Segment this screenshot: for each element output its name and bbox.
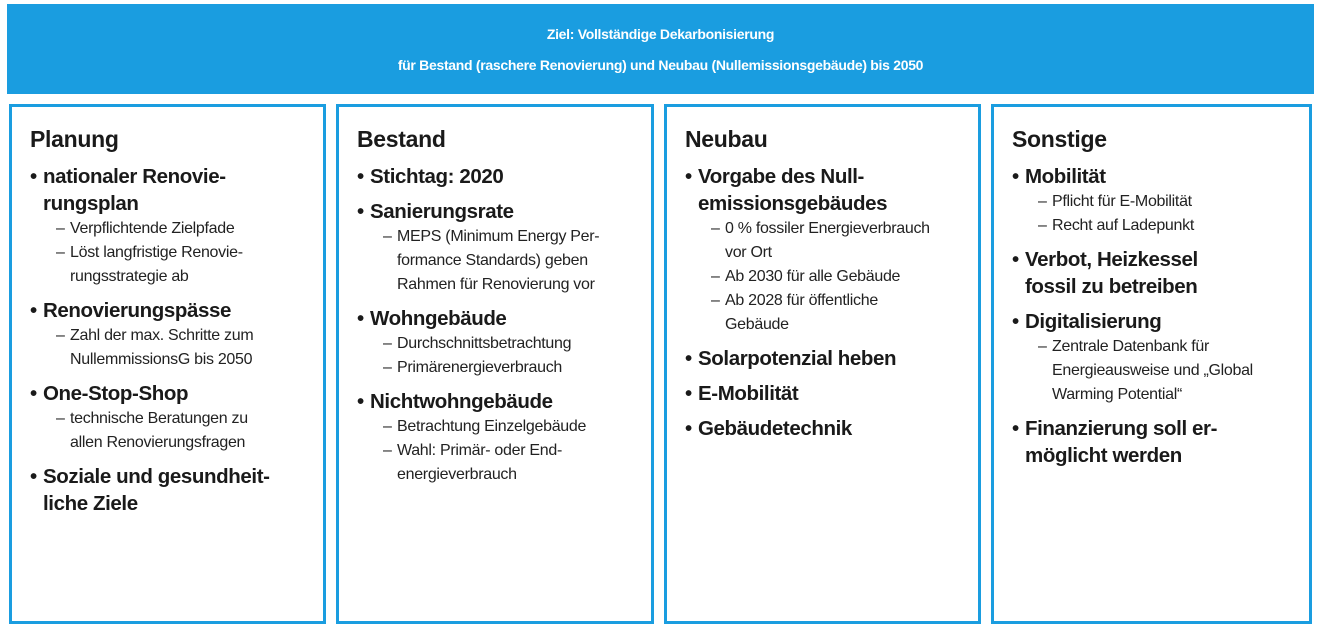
bullet-heading [1012, 246, 1299, 300]
sub-item-text: Recht auf Ladepunkt [1052, 217, 1194, 234]
sub-item-text: Durchschnittsbetrachtung [397, 335, 572, 352]
bullet-item [357, 305, 641, 380]
bullet-label: Gebäudetechnik [698, 417, 852, 440]
bullet-heading [1012, 163, 1299, 190]
bullet-heading [357, 163, 641, 190]
dash-icon: – [711, 292, 720, 309]
dash-icon: – [711, 268, 720, 285]
sub-item [56, 407, 313, 455]
bullet-dot-icon: • [30, 465, 37, 488]
bullet-label: Finanzierung soll er- möglicht werden [1025, 417, 1218, 467]
dash-icon: – [383, 418, 392, 435]
dash-icon: – [56, 410, 65, 427]
sub-item [383, 439, 641, 487]
bullet-item [357, 198, 641, 297]
column-planung [9, 104, 326, 624]
bullet-label: Digitalisierung [1025, 310, 1162, 333]
bullet-dot-icon: • [30, 299, 37, 322]
bullet-label: nationaler Renovie- rungsplan [43, 165, 226, 215]
bullet-item [30, 380, 313, 455]
bullet-dot-icon: • [357, 165, 364, 188]
dash-icon: – [56, 244, 65, 261]
bullet-item [1012, 308, 1299, 407]
bullet-label: Solarpotenzial heben [698, 347, 897, 370]
sub-item-text: Betrachtung Einzelgebäude [397, 418, 587, 435]
sub-item-text: Löst langfristige Renovie- rungsstrategie ab [70, 244, 243, 285]
bullet-heading [685, 163, 968, 217]
dash-icon: – [56, 327, 65, 344]
column-sonstige [991, 104, 1312, 624]
bullet-label: Verbot, Heizkessel fossil zu betreiben [1025, 248, 1198, 298]
sub-item-text: 0 % fossiler Energieverbrauch vor Ort [725, 220, 930, 261]
sub-item [1038, 335, 1299, 407]
title-line-2: für Bestand (raschere Renovierung) und Neubau (Nullemissionsgebäude) bis 2050 [397, 57, 924, 73]
column-neubau [664, 104, 981, 624]
column-title: Planung [30, 126, 119, 152]
dash-icon: – [383, 442, 392, 459]
bullet-dot-icon: • [1012, 165, 1019, 188]
bullet-item [1012, 246, 1299, 300]
sub-item-text: Ab 2030 für alle Gebäude [725, 268, 901, 285]
dash-icon: – [1038, 217, 1047, 234]
dash-icon: – [383, 228, 392, 245]
sub-item [711, 289, 968, 337]
column-title: Bestand [357, 126, 446, 152]
sub-item [1038, 214, 1299, 238]
dash-icon: – [711, 220, 720, 237]
bullet-item [685, 380, 968, 407]
bullet-item [30, 163, 313, 289]
bullet-dot-icon: • [685, 382, 692, 405]
bullet-item [30, 463, 313, 517]
sub-item-text: Wahl: Primär- oder End- energieverbrauch [397, 442, 562, 483]
bullet-dot-icon: • [357, 390, 364, 413]
bullet-label: Stichtag: 2020 [370, 165, 504, 188]
bullet-item [1012, 163, 1299, 238]
sub-item [711, 217, 968, 265]
dash-icon: – [56, 220, 65, 237]
bullet-label: Mobilität [1025, 165, 1106, 188]
title-line-1: Ziel: Vollständige Dekarbonisierung [546, 26, 775, 42]
sub-item [383, 225, 641, 297]
sub-item-text: technische Beratungen zu allen Renovierungsfragen [70, 410, 248, 451]
bullet-item [357, 163, 641, 190]
bullet-label: Wohngebäude [370, 307, 507, 330]
sub-item [56, 241, 313, 289]
bullet-item [1012, 415, 1299, 469]
bullet-dot-icon: • [357, 307, 364, 330]
bullet-label: Renovierungspässe [43, 299, 232, 322]
sub-item-text: Ab 2028 für öffentliche Gebäude [725, 292, 878, 333]
dash-icon: – [383, 359, 392, 376]
sub-item [383, 356, 641, 380]
bullet-label: Soziale und gesundheit- liche Ziele [43, 465, 270, 515]
dash-icon: – [383, 335, 392, 352]
sub-item [56, 324, 313, 372]
sub-item [383, 332, 641, 356]
bullet-item [685, 163, 968, 337]
bullet-dot-icon: • [357, 200, 364, 223]
bullet-heading [357, 305, 641, 332]
bullet-heading [685, 380, 968, 407]
sub-item-text: MEPS (Minimum Energy Per- formance Standards) geben Rahmen für Renovierung vor [397, 228, 600, 293]
sub-item-text: Verpflichtende Zielpfade [70, 220, 235, 237]
bullet-item [30, 297, 313, 372]
bullet-dot-icon: • [685, 165, 692, 188]
title-banner [7, 4, 1314, 94]
sub-item-text: Zahl der max. Schritte zum NullemmissionsG bis 2050 [70, 327, 254, 368]
bullet-dot-icon: • [685, 347, 692, 370]
column-title: Sonstige [1012, 126, 1107, 152]
bullet-heading [30, 380, 313, 407]
bullet-heading [1012, 415, 1299, 469]
bullet-heading [1012, 308, 1299, 335]
sub-item-text: Pflicht für E-Mobilität [1052, 193, 1192, 210]
sub-item [383, 415, 641, 439]
sub-item [56, 217, 313, 241]
bullet-heading [685, 415, 968, 442]
bullet-dot-icon: • [1012, 248, 1019, 271]
bullet-heading [30, 163, 313, 217]
bullet-dot-icon: • [30, 382, 37, 405]
bullet-dot-icon: • [1012, 417, 1019, 440]
bullet-label: One-Stop-Shop [43, 382, 189, 405]
bullet-label: E-Mobilität [698, 382, 799, 405]
bullet-heading [30, 297, 313, 324]
bullet-item [685, 415, 968, 442]
sub-item [1038, 190, 1299, 214]
bullet-heading [685, 345, 968, 372]
bullet-heading [30, 463, 313, 517]
bullet-label: Vorgabe des Null- emissionsgebäudes [698, 165, 888, 215]
bullet-label: Nichtwohngebäude [370, 390, 553, 413]
bullet-heading [357, 388, 641, 415]
bullet-heading [357, 198, 641, 225]
sub-item-text: Primärenergieverbrauch [397, 359, 563, 376]
bullet-item [685, 345, 968, 372]
bullet-item [357, 388, 641, 487]
bullet-dot-icon: • [685, 417, 692, 440]
bullet-label: Sanierungsrate [370, 200, 514, 223]
bullet-dot-icon: • [1012, 310, 1019, 333]
column-bestand [336, 104, 654, 624]
dash-icon: – [1038, 338, 1047, 355]
sub-item-text: Zentrale Datenbank für Energieausweise und „Global Warming Potential“ [1052, 338, 1253, 403]
sub-item [711, 265, 968, 289]
bullet-dot-icon: • [30, 165, 37, 188]
column-title: Neubau [685, 126, 768, 152]
dash-icon: – [1038, 193, 1047, 210]
